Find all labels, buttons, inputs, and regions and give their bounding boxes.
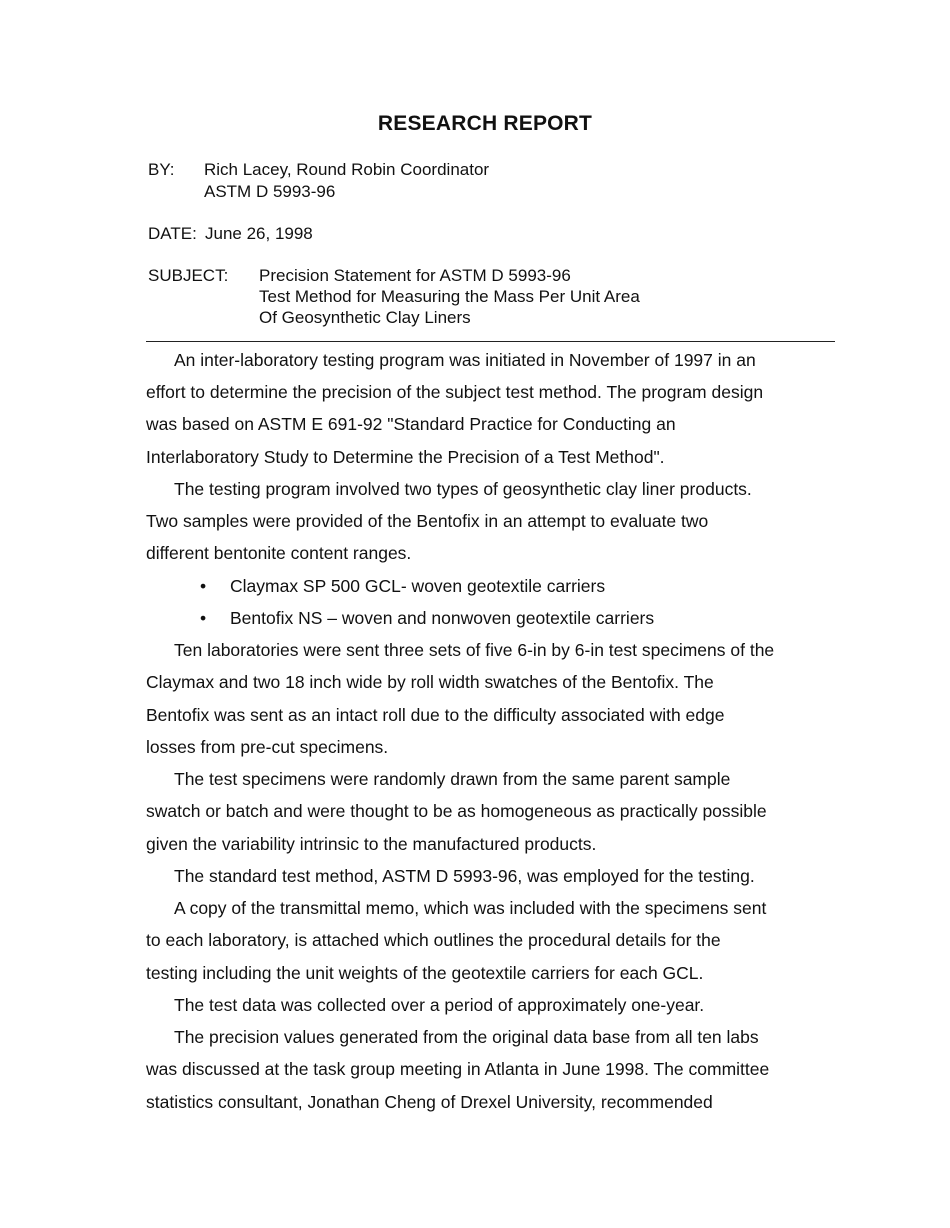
date-label: DATE: (148, 224, 197, 243)
body-line: A copy of the transmittal memo, which was included with the specimens sent (174, 898, 767, 918)
date-value: June 26, 1998 (205, 224, 313, 243)
body-line: An inter-laboratory testing program was initiated in November of 1997 in an (174, 350, 756, 370)
body-line: The standard test method, ASTM D 5993-96, was employed for the testing. (174, 866, 755, 886)
body-line: Ten laboratories were sent three sets of five 6-in by 6-in test specimens of the (174, 640, 775, 660)
body-line: statistics consultant, Jonathan Cheng of Drexel University, recommended (146, 1092, 713, 1112)
by-standard: ASTM D 5993-96 (204, 182, 336, 201)
report-title: RESEARCH REPORT (377, 112, 593, 135)
body-line: losses from pre-cut specimens. (146, 737, 389, 757)
body-line: effort to determine the precision of the subject test method. The program design (146, 382, 764, 402)
body-line: swatch or batch and were thought to be as homogeneous as practically possible (146, 801, 767, 821)
subject-label: SUBJECT: (148, 266, 229, 285)
body-line: The precision values generated from the original data base from all ten labs (174, 1027, 759, 1047)
body-line: The test specimens were randomly drawn from the same parent sample (174, 769, 731, 789)
subject-line: Of Geosynthetic Clay Liners (259, 308, 471, 327)
list-item-text: Bentofix NS – woven and nonwoven geotextile carriers (230, 608, 655, 628)
subject-line: Test Method for Measuring the Mass Per Unit Area (259, 287, 640, 306)
by-name: Rich Lacey, Round Robin Coordinator (204, 160, 490, 179)
list-item-text: Claymax SP 500 GCL- woven geotextile carriers (230, 576, 606, 596)
body-line: The testing program involved two types of geosynthetic clay liner products. (174, 479, 752, 499)
body-line: The test data was collected over a period of approximately one-year. (174, 995, 705, 1015)
header-divider (146, 341, 835, 342)
body-line: was based on ASTM E 691-92 "Standard Practice for Conducting an (146, 414, 676, 434)
bullet-icon: • (200, 576, 207, 596)
body-line: Bentofix was sent as an intact roll due to the difficulty associated with edge (146, 705, 725, 725)
body-line: given the variability intrinsic to the manufactured products. (146, 834, 597, 854)
by-label: BY: (148, 160, 175, 179)
bullet-icon: • (200, 608, 207, 628)
body-line: Two samples were provided of the Bentofix in an attempt to evaluate two (146, 511, 709, 531)
subject-line: Precision Statement for ASTM D 5993-96 (259, 266, 571, 285)
body-line: testing including the unit weights of the geotextile carriers for each GCL. (146, 963, 704, 983)
body-line: different bentonite content ranges. (146, 543, 412, 563)
body-line: was discussed at the task group meeting in Atlanta in June 1998. The committee (146, 1059, 770, 1079)
body-line: Claymax and two 18 inch wide by roll width swatches of the Bentofix. The (146, 672, 714, 692)
body-line: to each laboratory, is attached which outlines the procedural details for the (146, 930, 721, 950)
body-line: Interlaboratory Study to Determine the Precision of a Test Method". (146, 447, 665, 467)
